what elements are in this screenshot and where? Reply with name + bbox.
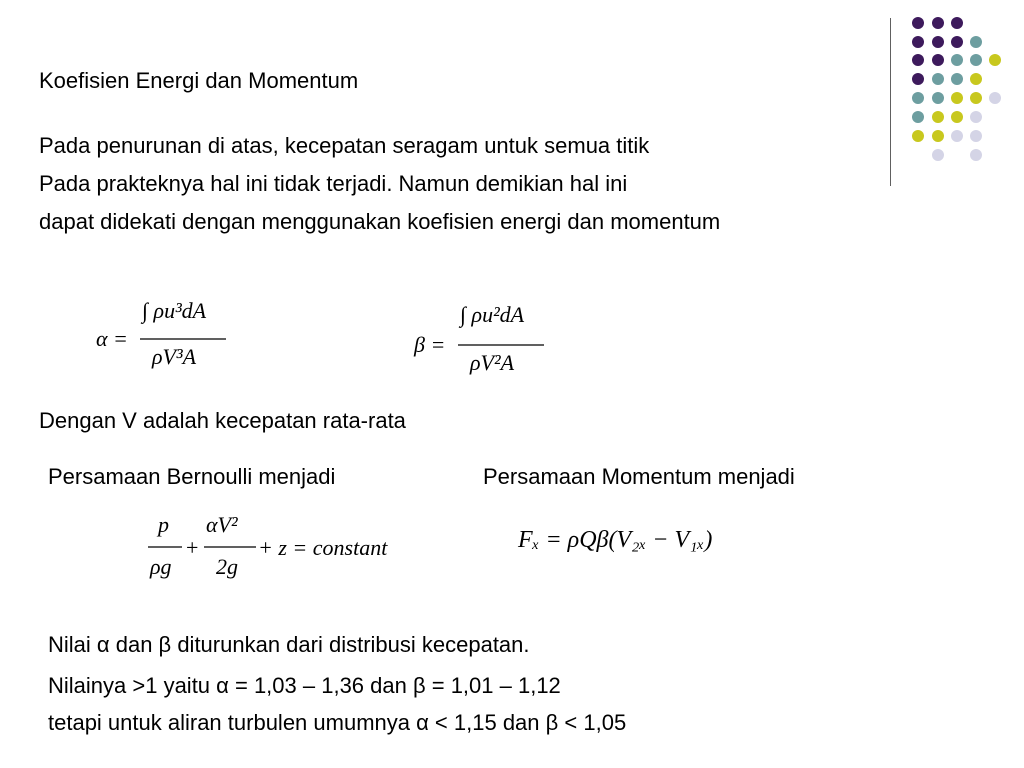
dot	[912, 130, 924, 142]
dot	[970, 130, 982, 142]
bernoulli-term2-bar	[204, 546, 256, 549]
dot	[951, 92, 963, 104]
dot-row-7	[912, 130, 982, 142]
velocity-note: Dengan V adalah kecepatan rata-rata	[39, 408, 406, 433]
note-line-3: tetapi untuk aliran turbulen umumnya α < 1,15 dan β < 1,05	[48, 710, 627, 735]
alpha-numerator: ∫ ρu³dA	[142, 298, 207, 323]
alpha-denominator: ρV³A	[152, 344, 197, 369]
intro-line-3: dapat didekati dengan menggunakan koefisien energi dan momentum	[39, 209, 721, 234]
bernoulli-term2-numerator: αV²	[206, 512, 238, 537]
dot	[932, 111, 944, 123]
beta-numerator: ∫ ρu²dA	[460, 302, 525, 327]
bernoulli-term2-denominator: 2g	[216, 554, 238, 579]
dot-row-3	[912, 54, 1001, 66]
dot	[932, 54, 944, 66]
formula-beta	[414, 302, 564, 382]
dot	[912, 111, 924, 123]
dot	[989, 92, 1001, 104]
dot	[912, 36, 924, 48]
dot	[951, 36, 963, 48]
intro-line-1: Pada penurunan di atas, kecepatan seragam untuk semua titik	[39, 133, 650, 158]
dot-row-6	[912, 111, 982, 123]
alpha-fraction-bar	[140, 338, 226, 341]
dot	[912, 92, 924, 104]
momentum-equation: Fₓ = ρQβ(V₂ₓ − V₁ₓ)	[518, 527, 713, 553]
dot	[951, 130, 963, 142]
dot	[932, 92, 944, 104]
intro-line-2: Pada prakteknya hal ini tidak terjadi. Namun demikian hal ini	[39, 171, 628, 196]
alpha-lhs: α =	[96, 326, 128, 351]
dot	[912, 17, 924, 29]
momentum-label: Persamaan Momentum menjadi	[483, 464, 795, 489]
bernoulli-term1-numerator: p	[158, 512, 169, 537]
dot-row-5	[912, 92, 1001, 104]
dot	[989, 54, 1001, 66]
dot-row-1	[912, 17, 963, 29]
dot	[951, 17, 963, 29]
bernoulli-rest: + z = constant	[258, 535, 388, 560]
slide-title: Koefisien Energi dan Momentum	[39, 68, 359, 93]
dot	[932, 149, 944, 161]
vertical-divider	[890, 18, 891, 186]
dot	[912, 54, 924, 66]
dot	[970, 92, 982, 104]
bernoulli-label: Persamaan Bernoulli menjadi	[48, 464, 336, 489]
note-line-2: Nilainya >1 yaitu α = 1,03 – 1,36 dan β = 1,01 – 1,12	[48, 673, 561, 698]
dot	[932, 73, 944, 85]
note-line-1: Nilai α dan β diturunkan dari distribusi kecepatan.	[48, 632, 530, 657]
bernoulli-equation	[146, 512, 416, 588]
beta-denominator: ρV²A	[470, 350, 515, 375]
dot	[970, 36, 982, 48]
beta-lhs: β =	[414, 332, 446, 357]
bernoulli-plus: +	[186, 535, 199, 560]
dot	[970, 54, 982, 66]
bernoulli-term1-bar	[148, 546, 182, 549]
dot	[951, 73, 963, 85]
decorative-dot-grid	[0, 0, 1024, 200]
dot	[970, 73, 982, 85]
dot-row-2	[912, 36, 982, 48]
dot-row-8	[932, 149, 982, 161]
dot	[951, 54, 963, 66]
formula-alpha	[96, 298, 246, 378]
beta-fraction-bar	[458, 344, 544, 347]
dot-row-4	[912, 73, 982, 85]
bernoulli-term1-denominator: ρg	[150, 554, 172, 579]
dot	[970, 149, 982, 161]
dot	[970, 111, 982, 123]
dot	[932, 36, 944, 48]
dot	[912, 73, 924, 85]
dot	[932, 130, 944, 142]
dot	[951, 111, 963, 123]
dot	[932, 17, 944, 29]
